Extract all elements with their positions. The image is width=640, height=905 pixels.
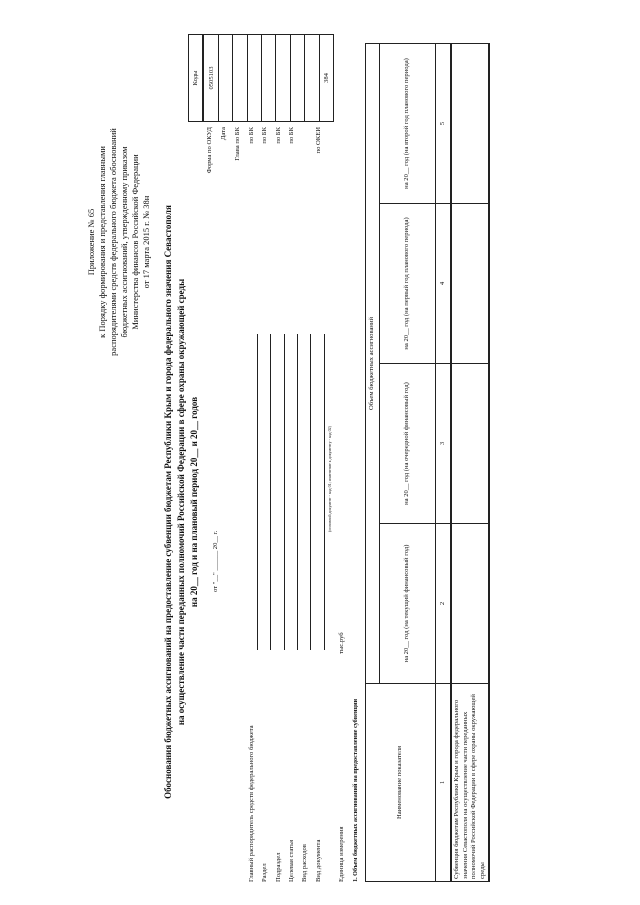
year-column-header: на 20__ год (на первый год планового периода)	[380, 204, 436, 364]
value-cell	[451, 364, 489, 524]
column-number: 1	[436, 684, 452, 882]
rotated-form	[80, 22, 560, 882]
field-underline	[297, 334, 298, 650]
codes-label: по БК	[248, 127, 255, 144]
field-underline	[310, 334, 311, 650]
section-1-title: 1. Объем бюджетных ассигнований на предоставление субвенции	[352, 698, 359, 882]
subvention-row-label: Субвенция бюджетам Республики Крым и города федерального значения Севастополя на осуществление части переданных полномочий Российской Федерации в сфере охраны окружающей среды	[451, 684, 489, 882]
appendix-block	[86, 62, 152, 422]
blank-code	[305, 35, 319, 122]
field-label: Целевая статья	[288, 839, 295, 882]
okei-code: 384	[319, 35, 333, 122]
unit-label: Единица измерения	[338, 826, 345, 882]
codes-label: по БК	[261, 127, 268, 144]
year-column-header: на 20__ год (на текущий финансовый год)	[380, 524, 436, 684]
appendix-line: Министерства финансов Российской Федерации	[130, 154, 140, 330]
column-number: 3	[436, 364, 452, 524]
appendix-line: распорядителями средств федерального бюджета обоснований	[108, 128, 118, 356]
indicator-name-header: Наименование показателя	[366, 684, 436, 882]
date-code	[218, 35, 232, 122]
column-number: 4	[436, 204, 452, 364]
bk-code	[276, 35, 290, 122]
field-underline	[284, 334, 285, 650]
value-cell	[451, 43, 489, 203]
field-underline	[324, 334, 325, 650]
codes-label: Дата	[220, 127, 227, 141]
year-column-header: на 20__ год (на второй год планового периода)	[380, 43, 436, 203]
codes-label: Глава по БК	[234, 127, 241, 161]
appendix-line: от 17 марта 2015 г. № 38н	[141, 195, 151, 289]
chapter-code	[233, 35, 247, 122]
field-underline	[257, 334, 258, 650]
field-label: Главный распорядитель средств федерального бюджета	[248, 725, 255, 882]
bk-code	[290, 35, 304, 122]
appendix-line: бюджетных ассигнований, утвержденному приказом	[119, 146, 129, 338]
codes-header: Коды	[189, 35, 204, 122]
field-label: Раздел	[261, 863, 268, 882]
form-title-line-2: на осуществление части переданных полномочий Российской Федерации в сфере охраны окружающей среды	[176, 278, 186, 726]
column-number: 2	[436, 524, 452, 684]
volume-group-header: Объем бюджетных ассигнований	[366, 43, 380, 683]
date-line: от "__" ______ 20__ г.	[212, 530, 219, 592]
codes-label: по БК	[288, 127, 295, 144]
codes-label: по ОКЕИ	[315, 127, 322, 154]
value-cell	[451, 204, 489, 364]
value-cell	[451, 524, 489, 684]
allocation-table	[365, 43, 490, 882]
bk-code	[261, 35, 275, 122]
codes-label: по БК	[275, 127, 282, 144]
field-label: Вид документа	[315, 839, 322, 882]
doc-type-note: (основной документ - код 01; изменение к документу - код 02)	[327, 426, 332, 532]
column-number: 5	[436, 43, 452, 203]
field-label: Подраздел	[275, 852, 282, 882]
form-title-line-3: на 20__ год и на плановый период 20__ и 20__ годов	[189, 396, 199, 608]
field-label: Вид расходов	[301, 844, 308, 882]
appendix-line: Приложение № 65	[86, 208, 96, 276]
year-column-header: на 20__ год (на очередной финансовый год)	[380, 364, 436, 524]
form-title-line-1: Обоснования бюджетных ассигнований на предоставление субвенции бюджетам Республики Крым и города федерального значения Севастополя	[163, 205, 173, 799]
codes-table	[188, 34, 334, 122]
codes-label: Форма по ОКУД	[206, 127, 213, 174]
unit-value: тыс.руб	[338, 632, 345, 654]
okud-code: 0505103	[203, 35, 218, 122]
field-underline	[270, 334, 271, 650]
bk-code	[247, 35, 261, 122]
appendix-line: к Порядку формирования и представления главными	[97, 146, 107, 338]
